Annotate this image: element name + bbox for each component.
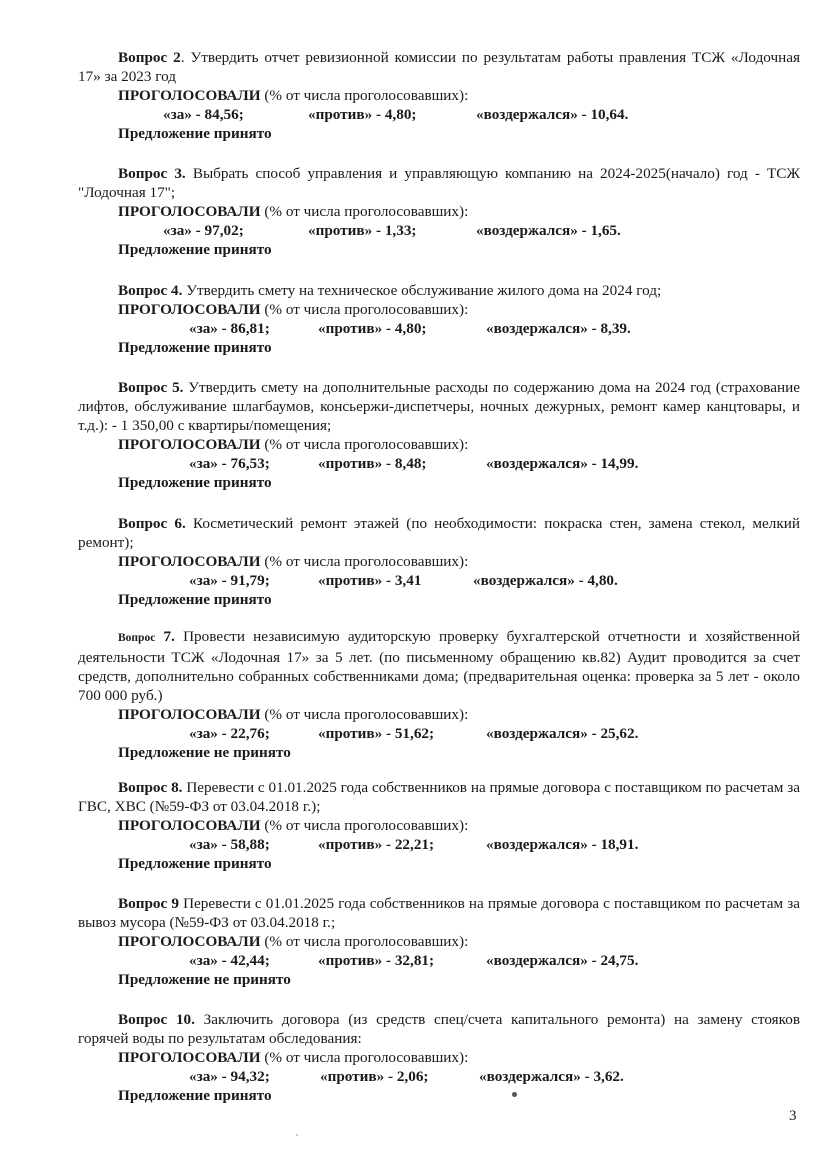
question-label: Вопрос 5. xyxy=(118,379,184,396)
decision: Предложение не принято xyxy=(118,744,291,761)
question-body: Перевести с 01.01.2025 года собственников на прямые договора с поставщиком по расчетам за ГВС, ХВС (№59-ФЗ от 03.04.2018 г.); xyxy=(78,779,800,815)
vote-against: «против» - 1,33; xyxy=(308,222,417,239)
question-6-block xyxy=(78,514,800,609)
vote-results xyxy=(78,319,800,338)
question-body: Косметический ремонт этажей (по необходимости: покраска стен, замена стекол, мелкий ремонт); xyxy=(78,515,800,551)
voted-label: ПРОГОЛОСОВАЛИ xyxy=(118,553,261,570)
question-2-block xyxy=(78,48,800,143)
voted-suffix: (% от числа проголосовавших): xyxy=(260,436,469,453)
vote-for: «за» - 76,53; xyxy=(189,455,270,472)
voted-label: ПРОГОЛОСОВАЛИ xyxy=(118,706,261,723)
decision: Предложение принято xyxy=(118,1087,272,1104)
vote-against: «против» - 32,81; xyxy=(318,952,435,969)
question-label: Вопрос 2 xyxy=(118,49,181,66)
question-label: Вопрос 6. xyxy=(118,515,186,532)
scan-speck xyxy=(296,1134,298,1136)
decision: Предложение принято xyxy=(118,474,272,491)
vote-results xyxy=(78,454,800,473)
voted-line xyxy=(118,86,800,105)
vote-abstain: «воздержался» - 24,75. xyxy=(486,952,639,969)
voted-label: ПРОГОЛОСОВАЛИ xyxy=(118,933,261,950)
vote-abstain: «воздержался» - 25,62. xyxy=(486,725,639,742)
voted-label: ПРОГОЛОСОВАЛИ xyxy=(118,301,261,318)
vote-abstain: «воздержался» - 10,64. xyxy=(476,106,629,123)
question-10-text xyxy=(78,1010,800,1048)
voted-line xyxy=(118,300,800,319)
vote-for: «за» - 84,56; xyxy=(163,106,244,123)
voted-label: ПРОГОЛОСОВАЛИ xyxy=(118,1049,261,1066)
voted-suffix: (% от числа проголосовавших): xyxy=(260,301,469,318)
question-10-block xyxy=(78,1010,800,1105)
voted-label: ПРОГОЛОСОВАЛИ xyxy=(118,203,261,220)
voted-line xyxy=(118,435,800,454)
question-label: Вопрос 9 xyxy=(118,895,179,912)
vote-results xyxy=(78,951,800,970)
voted-suffix: (% от числа проголосовавших): xyxy=(260,203,469,220)
question-8-text xyxy=(78,778,800,816)
vote-results xyxy=(78,724,800,743)
question-9-text xyxy=(78,894,800,932)
vote-for: «за» - 97,02; xyxy=(163,222,244,239)
decision: Предложение не принято xyxy=(118,971,291,988)
voted-line xyxy=(118,816,800,835)
voted-suffix: (% от числа проголосовавших): xyxy=(260,1049,469,1066)
vote-for: «за» - 86,81; xyxy=(189,320,270,337)
voted-suffix: (% от числа проголосовавших): xyxy=(260,553,469,570)
question-3-text xyxy=(78,164,800,202)
vote-for: «за» - 58,88; xyxy=(189,836,270,853)
question-label: Вопрос 3. xyxy=(118,165,186,182)
question-8-block xyxy=(78,778,800,873)
question-number: 7. xyxy=(155,628,175,645)
decision: Предложение принято xyxy=(118,339,272,356)
vote-for: «за» - 42,44; xyxy=(189,952,270,969)
question-label: Вопрос xyxy=(118,632,156,644)
vote-abstain: «воздержался» - 18,91. xyxy=(486,836,639,853)
question-body: Утвердить смету на дополнительные расходы по содержанию дома на 2024 год (страхование лифтов, обслуживание шлагбаумов, консьержи-диспетчеры, ночных дежурных, ремонт камер канцтовары, и т.д.): - 1 350,00 с квартиры/помещения; xyxy=(78,379,800,434)
voted-suffix: (% от числа проголосовавших): xyxy=(260,817,469,834)
vote-results xyxy=(78,105,800,124)
vote-against: «против» - 22,21; xyxy=(318,836,435,853)
vote-abstain: «воздержался» - 4,80. xyxy=(473,572,618,589)
question-body: Заключить договора (из средств спец/счета капитального ремонта) на замену стояков горячей воды по результатам обследования: xyxy=(78,1011,800,1047)
question-6-text xyxy=(78,514,800,552)
question-5-text xyxy=(78,378,800,435)
vote-abstain: «воздержался» - 14,99. xyxy=(486,455,639,472)
vote-for: «за» - 94,32; xyxy=(189,1068,270,1085)
question-4-text xyxy=(78,281,800,300)
vote-against: «против» - 3,41 xyxy=(318,572,422,589)
voted-suffix: (% от числа проголосовавших): xyxy=(260,706,469,723)
vote-abstain: «воздержался» - 3,62. xyxy=(479,1068,624,1085)
question-label: Вопрос 10. xyxy=(118,1011,195,1028)
vote-abstain: «воздержался» - 8,39. xyxy=(486,320,631,337)
decision: Предложение принято xyxy=(118,125,272,142)
question-3-block xyxy=(78,164,800,259)
vote-against: «против» - 4,80; xyxy=(308,106,417,123)
vote-abstain: «воздержался» - 1,65. xyxy=(476,222,621,239)
page-number: 3 xyxy=(789,1108,797,1124)
voted-suffix: (% от числа проголосовавших): xyxy=(260,933,469,950)
vote-results xyxy=(78,1067,800,1086)
question-7-block xyxy=(78,627,800,762)
question-2-text xyxy=(78,48,800,86)
voted-line xyxy=(118,552,800,571)
vote-for: «за» - 91,79; xyxy=(189,572,270,589)
voted-line xyxy=(118,1048,800,1067)
voted-line xyxy=(118,932,800,951)
question-body: Провести независимую аудиторскую проверку бухгалтерской отчетности и хозяйственной деятельности ТСЖ «Лодочная 17» за 5 лет. (по письменному обращению кв.82) Аудит проводится за счет средств, дополнительно собранных собственниками дома; (предварительная оценка: проверка за 5 лет - около 700 000 руб.) xyxy=(78,628,800,704)
question-9-block xyxy=(78,894,800,989)
question-body: Утвердить смету на техническое обслуживание жилого дома на 2024 год; xyxy=(182,282,662,299)
voted-line xyxy=(118,705,800,724)
voted-label: ПРОГОЛОСОВАЛИ xyxy=(118,436,261,453)
vote-results xyxy=(78,221,800,240)
decision: Предложение принято xyxy=(118,241,272,258)
vote-against: «против» - 51,62; xyxy=(318,725,435,742)
voted-suffix: (% от числа проголосовавших): xyxy=(260,87,469,104)
question-label: Вопрос 8. xyxy=(118,779,183,796)
vote-against: «против» - 8,48; xyxy=(318,455,427,472)
question-body: Перевести с 01.01.2025 года собственников на прямые договора с поставщиком по расчетам за вывоз мусора (№59-ФЗ от 03.04.2018 г.; xyxy=(78,895,801,931)
vote-for: «за» - 22,76; xyxy=(189,725,270,742)
voted-label: ПРОГОЛОСОВАЛИ xyxy=(118,87,261,104)
vote-results xyxy=(78,571,800,590)
question-7-text xyxy=(78,627,800,705)
vote-against: «против» - 4,80; xyxy=(318,320,427,337)
question-body: . Утвердить отчет ревизионной комиссии по результатам работы правления ТСЖ «Лодочная 17» за 2023 год xyxy=(78,49,800,85)
question-4-block xyxy=(78,281,800,357)
question-label: Вопрос 4. xyxy=(118,282,183,299)
decision: Предложение принято xyxy=(118,855,272,872)
scan-speck xyxy=(512,1092,517,1097)
decision: Предложение принято xyxy=(118,591,272,608)
question-body: Выбрать способ управления и управляющую компанию на 2024-2025(начало) год - ТСЖ "Лодочная 17"; xyxy=(78,165,800,201)
question-5-block xyxy=(78,378,800,492)
voted-line xyxy=(118,202,800,221)
vote-results xyxy=(78,835,800,854)
voted-label: ПРОГОЛОСОВАЛИ xyxy=(118,817,261,834)
vote-against: «против» - 2,06; xyxy=(320,1068,429,1085)
